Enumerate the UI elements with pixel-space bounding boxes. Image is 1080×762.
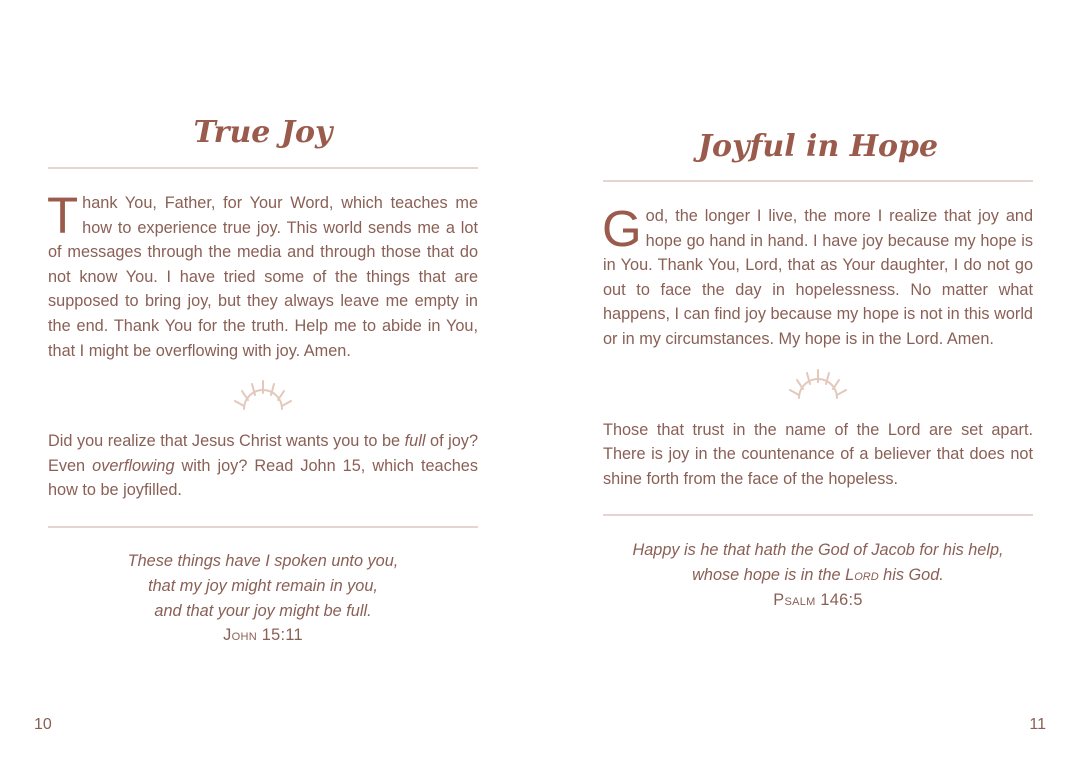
verse-fragment: whose hope is in the — [692, 566, 846, 585]
verse-reference: John 15:11 — [223, 626, 303, 645]
reflection-text — [48, 429, 478, 503]
prayer-body: hank You, Father, for Your Word, which teaches me how to experience true joy. This world sends me a lot of messages through the media and through those that do not know You. I have tried some of the things that are supposed to bring joy, but they always leave me empty in the end. Thank You for the truth. Help me to abide in You, that I might be overflowing with joy. Amen. — [48, 194, 478, 360]
verse-reference: Psalm 146:5 — [773, 590, 863, 609]
drop-cap: T — [47, 187, 79, 244]
devotion-title: Joyful in Hope — [697, 129, 939, 164]
reflection-part: with joy? Read John 15, which teaches how to be joyfilled. — [48, 456, 478, 500]
devotion-title: True Joy — [193, 115, 333, 150]
page-number-right: 11 — [1029, 716, 1046, 733]
verse-line: and that your joy might be full. — [154, 601, 372, 620]
page-number-left: 10 — [34, 716, 52, 733]
sunrise-icon — [787, 368, 849, 404]
reflection-text: Those that trust in the name of the Lord are set apart. There is joy in the countenance of a believer that does not shine forth from the face of the hopeless. — [603, 420, 1033, 488]
reflection-emphasis: full — [404, 432, 426, 451]
sunrise-icon — [232, 379, 294, 415]
prayer-text — [47, 187, 478, 363]
reflection-part: of joy? Even — [48, 432, 478, 475]
verse-fragment: his God. — [878, 566, 944, 585]
verse-line: Happy is he that hath the God of Jacob for his help, — [632, 541, 1004, 560]
prayer-body: od, the longer I live, the more I realize that joy and hope go hand in hand. I have joy because my hope is in You. Thank You, Lord, that as Your daughter, I do not go out to face the day in hopelessness. No matter what happens, I can find joy because my hope is not in this world or in my circumstances. My hope is in the Lord. Amen. — [603, 207, 1033, 348]
drop-cap: G — [602, 200, 642, 257]
right-page — [603, 0, 1033, 613]
verse-line: that my joy might remain in you, — [148, 576, 378, 595]
left-page — [48, 0, 478, 648]
reflection-emphasis: overflowing — [92, 456, 175, 475]
prayer-text — [602, 200, 1033, 352]
verse-line — [603, 563, 1033, 588]
verse-line: These things have I spoken unto you, — [127, 551, 399, 570]
lord-small-caps: Lord — [845, 566, 879, 585]
scripture-verse — [48, 549, 478, 648]
scripture-verse — [603, 538, 1033, 612]
reflection-part: Did you realize that Jesus Christ wants you to be — [48, 432, 405, 451]
